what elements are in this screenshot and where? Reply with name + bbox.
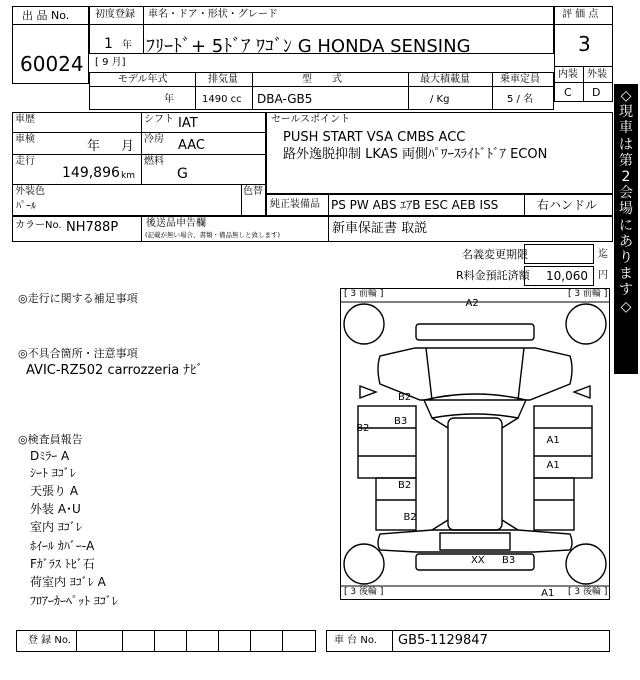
side-notice-char: す — [619, 282, 633, 299]
mileage-value: 149,896 — [62, 165, 120, 181]
damage-mark: B2 — [356, 422, 370, 434]
standard-equipment-value: PS PW ABS ｴｱB ESC AEB ISS — [331, 198, 499, 212]
model-year-label: モデル年式 — [118, 74, 168, 85]
car-name: ﾌﾘｰﾄﾞ+ 5ﾄﾞｱ ﾜｺﾞﾝ G HONDA SENSING — [146, 36, 471, 57]
documents-note: (記載が無い場合、書類・備品無しと致します) — [145, 231, 281, 239]
name-change-value-box — [524, 244, 594, 264]
inspector-line: ﾎｲｰﾙ ｶﾊﾞｰ-A — [30, 539, 95, 553]
documents-value: 新車保証書 取説 — [332, 221, 428, 236]
registration-year: 1 — [104, 36, 113, 52]
inspector-line: 荷室内 ﾖｺﾞﾚ A — [30, 575, 106, 589]
side-notice-char: ま — [619, 266, 633, 283]
model-type-label: 型 式 — [302, 74, 342, 85]
chassis-number-value: GB5-1129847 — [398, 633, 488, 648]
mileage-label: 走行 — [15, 156, 35, 167]
corner-bottom-left: [ 3 後輪 ] — [344, 587, 384, 597]
damage-mark: B2 — [398, 391, 412, 403]
inspector-line: Fｶﾞﾗｽ ﾄﾋﾞ石 — [30, 557, 95, 571]
capacity-value: 5 / 名 — [507, 94, 534, 105]
displacement-label: 排気量 — [208, 74, 238, 85]
corner-top-left: [ 3 前輪 ] — [344, 289, 384, 299]
score-value: 3 — [578, 32, 591, 56]
side-notice-char: 第 — [619, 152, 633, 169]
inspector-line: Dﾐﾗｰ A — [30, 449, 70, 463]
side-notice-char: 会 — [619, 185, 633, 202]
max-load-value: / Kg — [430, 94, 450, 105]
ac-value: AAC — [178, 138, 205, 153]
documents-label: 後送品申告欄 — [146, 218, 206, 229]
defects-line-1: AVIC-RZ502 carrozzeria ﾅﾋﾞ — [26, 363, 203, 378]
interior-label: 内装 — [558, 69, 578, 80]
side-notice-char: り — [619, 250, 633, 267]
side-notice-char: 車 — [619, 120, 633, 137]
registration-label: 初度登録 — [95, 9, 135, 20]
damage-mark: A1 — [541, 588, 555, 600]
damage-mark: XX — [470, 555, 485, 567]
exterior-score: D — [592, 86, 601, 99]
capacity-label: 乗車定員 — [500, 74, 540, 85]
inspection-year: 年 — [87, 139, 101, 154]
score-label: 評 価 点 — [562, 9, 599, 20]
side-notice-char: 現 — [619, 104, 633, 121]
inspection-label: 車検 — [15, 134, 35, 145]
defects-label: ◎不具合箇所・注意事項 — [18, 347, 138, 360]
lot-label: 出 品 No. — [22, 9, 70, 22]
car-name-label: 車名・ドア・形状・グレード — [148, 9, 278, 20]
damage-mark: B3 — [394, 416, 408, 428]
shift-label: シフト — [144, 114, 174, 125]
recycle-fee-unit: 円 — [598, 270, 608, 281]
corner-top-right: [ 3 前輪 ] — [568, 289, 608, 299]
registration-month: [ 9 月] — [95, 57, 126, 68]
inspector-line: 外装 A･U — [30, 502, 81, 516]
registration-year-unit: 年 — [122, 40, 132, 51]
supplement-label: ◎走行に関する補足事項 — [18, 292, 138, 305]
recycle-fee-value: 10,060 — [546, 269, 588, 283]
damage-mark: A2 — [465, 297, 479, 309]
side-notice-char: は — [619, 136, 633, 153]
sales-point-label: セールスポイント — [271, 114, 351, 125]
car-diagram-drawing — [340, 288, 610, 600]
side-notice — [614, 84, 638, 374]
damage-mark: B2 — [398, 480, 412, 492]
model-type-value: DBA-GB5 — [257, 92, 313, 106]
sales-point-line-1: PUSH START VSA CMBS ACC — [283, 130, 466, 145]
damage-mark: B2 — [403, 511, 417, 523]
fuel-label: 燃料 — [144, 156, 164, 167]
fuel-value: G — [177, 166, 188, 182]
chassis-number-label: 車 台 No. — [334, 635, 377, 646]
side-notice-char: 2 — [621, 169, 631, 186]
inspector-line: 室内 ﾖｺﾞﾚ — [30, 520, 82, 534]
damage-mark: A1 — [546, 460, 560, 472]
lot-number: 60024 — [20, 52, 84, 76]
ac-label: 冷房 — [144, 134, 164, 145]
inspection-month: 月 — [121, 139, 135, 154]
interior-score: C — [564, 86, 572, 99]
inspector-line: ｼｰﾄ ﾖｺﾞﾚ — [30, 466, 76, 480]
side-notice-char: ◇ — [620, 88, 632, 104]
color-number-label: カラーNo. — [15, 220, 62, 231]
damage-mark: A1 — [546, 435, 560, 447]
history-label: 車歴 — [15, 114, 35, 125]
name-change-label: 名義変更期限 — [462, 248, 528, 261]
shift-value: IAT — [178, 116, 198, 131]
registration-number-label: 登 録 No. — [28, 635, 71, 646]
color-number-value: NH788P — [66, 220, 119, 235]
exterior-color-value: ﾊﾟｰﾙ — [16, 201, 36, 212]
side-notice-char: 場 — [619, 201, 633, 218]
exterior-color-label: 外装色 — [15, 186, 45, 197]
standard-equipment-label: 純正装備品 — [270, 199, 320, 210]
color-change-label: 色替 — [243, 186, 263, 197]
model-year-unit: 年 — [164, 94, 174, 105]
mileage-unit: km — [121, 171, 135, 181]
corner-bottom-right: [ 3 後輪 ] — [568, 587, 608, 597]
inspector-line: 天張り A — [30, 484, 79, 498]
exterior-label: 外装 — [587, 69, 607, 80]
recycle-fee-label: R料金預託済額 — [456, 269, 530, 282]
side-notice-char: あ — [619, 233, 633, 250]
details-box — [12, 112, 266, 216]
inspector-line: ﾌﾛｱｰｶｰﾍﾟｯﾄ ﾖｺﾞﾚ — [30, 594, 118, 608]
sales-point-line-2: 路外逸脱抑制 LKAS 両側ﾊﾟﾜｰｽﾗｲﾄﾞﾄﾞｱ ECON — [283, 147, 548, 162]
side-notice-char: に — [619, 217, 633, 234]
displacement-value: 1490 cc — [202, 94, 242, 105]
side-notice-char: ◇ — [620, 298, 632, 315]
handle-position: 右ハンドル — [537, 198, 598, 212]
inspector-label: ◎検査員報告 — [18, 433, 83, 446]
max-load-label: 最大積載量 — [420, 74, 470, 85]
damage-mark: B3 — [502, 555, 516, 567]
name-change-unit: 迄 — [598, 249, 608, 260]
